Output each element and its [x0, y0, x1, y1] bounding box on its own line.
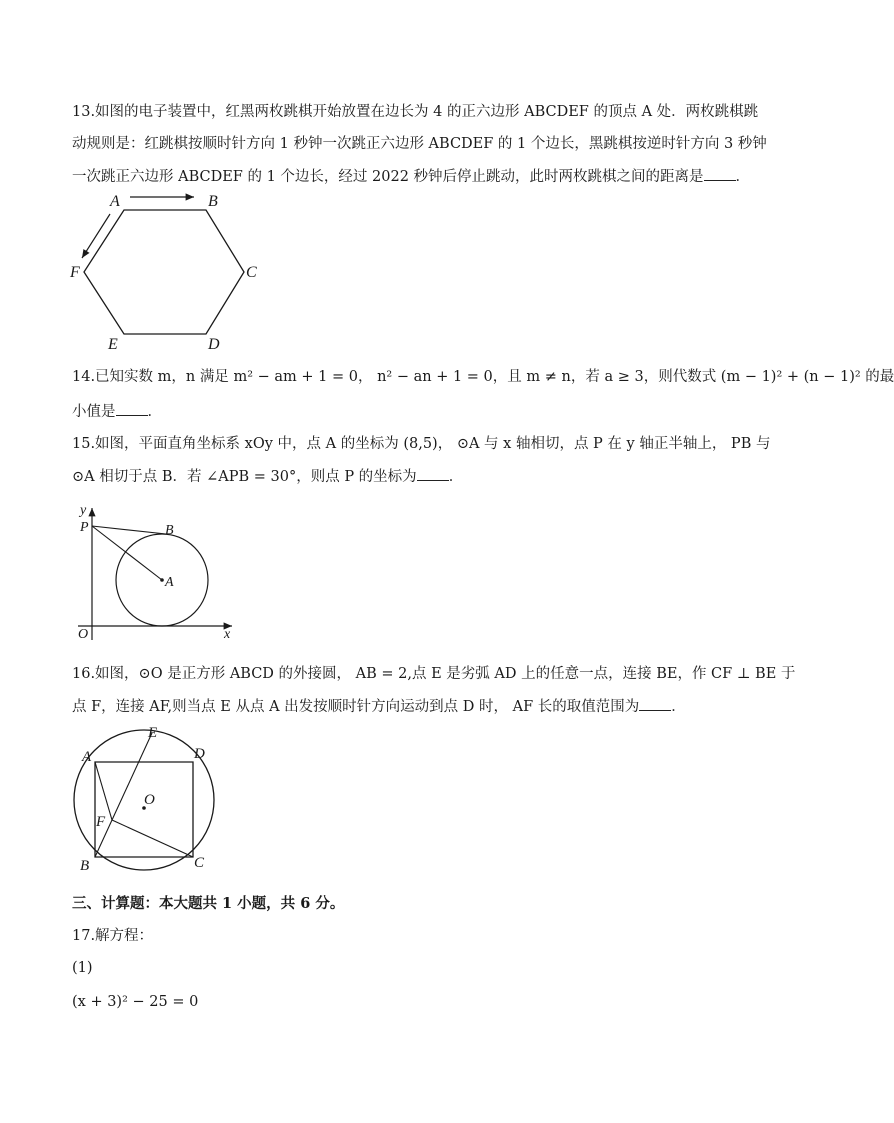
hexagon-abcdef: [84, 210, 244, 334]
q13-line-3: [72, 166, 750, 187]
coordinate-figure: [74, 500, 244, 645]
vertex-label-d: D: [208, 336, 220, 353]
vertex-label-e: E: [108, 336, 118, 353]
answer-blank-15: [417, 466, 449, 481]
segment-pa: [92, 526, 162, 580]
point-label-f: F: [96, 814, 106, 830]
q16-line-2-text: 点 F，连接 AF,则当点 E 从点 A 出发按顺时针方向运动到点 D 时， AF 长的取值范围为: [72, 699, 640, 715]
answer-blank-14: [116, 401, 148, 416]
q14-line-1: 14.已知实数 m，n 满足 m² − am + 1 = 0， n² − an + 1 = 0，且 m ≠ n，若 a ≥ 3，则代数式 (m − 1)² + (n − 1)² 的最: [72, 369, 894, 385]
q15-line-2-text: ⊙A 相切于点 B．若 ∠APB = 30°，则点 P 的坐标为: [72, 469, 417, 485]
segment-cf: [112, 820, 193, 857]
answer-blank-13: [704, 166, 736, 181]
q14-line-2: [72, 401, 162, 422]
vertex-label-f: F: [70, 264, 80, 281]
q15-line-2: [72, 466, 463, 487]
q13-line-1: 13.如图的电子装置中，红黑两枚跳棋开始放置在边长为 4 的正六边形 ABCDEF 的顶点 A 处．两枚跳棋跳: [72, 104, 759, 120]
axis-label-y: y: [80, 503, 87, 518]
q15-line-2-end: ．: [448, 469, 464, 485]
point-label-p: P: [80, 520, 89, 535]
vertex-label-c: C: [194, 855, 205, 871]
vertex-label-b: B: [208, 193, 218, 210]
q14-line-2-text: 小值是: [72, 404, 116, 420]
q13-line-3-end: ．: [735, 169, 751, 185]
q13-line-3-text: 一次跳正六边形 ABCDEF 的 1 个边长，经过 2022 秒钟后停止跳动，此时两枚跳棋之间的距离是: [72, 169, 704, 185]
counterclockwise-arrow: [82, 214, 110, 258]
section-heading: 三、计算题：本大题共 1 小题，共 6 分。: [72, 895, 345, 912]
vertex-label-d: D: [194, 746, 205, 762]
vertex-label-a: A: [82, 749, 92, 765]
axis-label-x: x: [224, 627, 231, 642]
segment-af: [95, 762, 112, 820]
q16-line-2-end: ．: [671, 699, 686, 715]
q16-line-2: [72, 696, 686, 717]
origin-label-o: O: [78, 627, 89, 642]
q17-equation: (x + 3)² − 25 = 0: [72, 994, 199, 1010]
point-a: [160, 578, 164, 582]
square-circle-figure: [68, 724, 228, 874]
q16-line-1: 16.如图，⊙O 是正方形 ABCD 的外接圆， AB = 2,点 E 是劣弧 AD 上的任意一点，连接 BE，作 CF ⊥ BE 于: [72, 666, 796, 682]
vertex-label-c: C: [246, 264, 257, 281]
q15-line-1: 15.如图，平面直角坐标系 xOy 中，点 A 的坐标为 (8,5)， ⊙A 与 x 轴相切，点 P 在 y 轴正半轴上， PB 与: [72, 436, 771, 452]
answer-blank-16: [639, 696, 671, 711]
hexagon-figure: [60, 188, 270, 353]
center-label-o: O: [144, 792, 155, 808]
q14-line-2-end: ．: [147, 404, 162, 420]
q17-title: 17.解方程：: [72, 928, 154, 944]
q17-part-1: (1): [72, 960, 93, 976]
vertex-label-b: B: [80, 858, 90, 874]
vertex-label-a: A: [110, 193, 120, 210]
point-label-e: E: [148, 725, 158, 741]
segment-pb: [92, 526, 166, 534]
q13-line-2: 动规则是：红跳棋按顺时针方向 1 秒钟一次跳正六边形 ABCDEF 的 1 个边长，黑跳棋按逆时针方向 3 秒钟: [72, 136, 767, 152]
point-label-a: A: [165, 575, 174, 590]
point-label-b: B: [165, 523, 174, 538]
